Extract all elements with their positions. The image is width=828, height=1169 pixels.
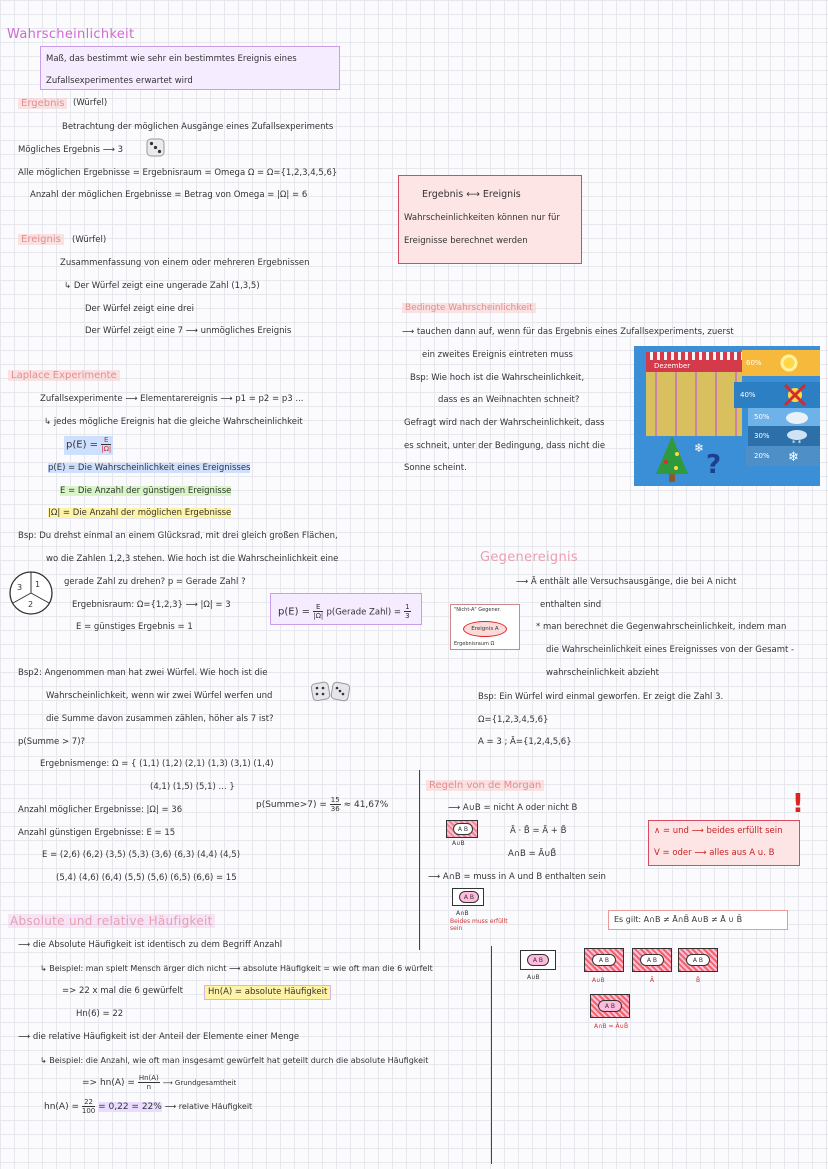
- venn-union-1-label: A∪B: [452, 840, 465, 847]
- laplace-fraction-num: E: [101, 436, 111, 445]
- haeufigkeit-def: Hn(A) = absolute Häufigkeit: [204, 985, 331, 1000]
- bsp2-line-7: Anzahl möglicher Ergebnisse: |Ω| = 36: [18, 805, 183, 815]
- laplace-line-5: [48, 508, 231, 519]
- haeufigkeit-heading: Absolute und relative Häufigkeit: [10, 914, 213, 928]
- venn-label-2: A B: [459, 891, 479, 903]
- diagram-a-bar-label: Ā: [650, 977, 655, 984]
- venn-intersection: [452, 888, 484, 906]
- morgan-note-1: ∧ = und ⟶ beides erfüllt sein: [654, 826, 783, 836]
- formula-1-note: ⟶ Grundgesamtheit: [162, 1079, 237, 1087]
- divider-morgan: [419, 770, 420, 950]
- haeufigkeit-formula-1: [82, 1074, 236, 1091]
- formula-2-frac: [82, 1098, 95, 1115]
- diagram-b-bar-label: B̄: [696, 977, 701, 984]
- bsp2-line-5: Ergebnismenge: Ω = { (1,1) (1,2) (2,1) (1,3) (3,1) (1,4): [40, 759, 274, 769]
- diagram-aub-bar-venn: A B: [592, 954, 616, 966]
- snowflake-icon: [784, 447, 808, 465]
- ergebnis-line-3: Alle möglichen Ergebnisse = Ergebnisraum = Omega Ω = Ω={1,2,3,4,5,6}: [18, 168, 338, 178]
- haeufigkeit-line-1: ⟶ die Absolute Häufigkeit ist identisch zu dem Begriff Anzahl: [18, 940, 283, 950]
- bsp1-result-mid: p(Gerade Zahl) =: [326, 607, 401, 618]
- diagram-aub: [520, 950, 556, 970]
- wheel-of-fortune: [8, 570, 54, 616]
- bedingte-heading: Bedingte Wahrscheinlichkeit: [402, 303, 536, 313]
- diagram-aub-bar-label: A∪B: [592, 977, 605, 984]
- crossed-sun-icon: [782, 382, 808, 408]
- formula-1-frac: [138, 1074, 160, 1091]
- bedingte-line-5: Gefragt wird nach der Wahrscheinlichkeit, dass: [404, 418, 605, 428]
- formula-2-result: = 0,22 = 22%: [98, 1102, 162, 1112]
- morgan-note-2: V = oder ⟶ alles aus A u. B: [654, 848, 775, 858]
- bsp1-result-rnum: 1: [405, 603, 410, 611]
- gegen-line-4: die Wahrscheinlichkeit eines Ereignisses von der Gesamt -: [546, 645, 795, 655]
- bsp1-result-rden: 3: [405, 612, 410, 620]
- morgan-line-3: A∩B = Ā∪B̄: [508, 849, 557, 859]
- snowflake-small-icon: [692, 438, 712, 458]
- gegen-line-8: A = 3 ; Ā={1,2,4,5,6}: [478, 737, 572, 747]
- svg-text:❄: ❄: [788, 450, 799, 465]
- bsp2-line-6: (4,1) (1,5) (5,1) ... }: [150, 782, 235, 792]
- bedingte-line-7: Sonne scheint.: [404, 463, 467, 473]
- formula-1-lhs: => hn(A) =: [82, 1078, 135, 1088]
- morgan-line-2: Ā · B̄ = Ā + B̄: [510, 826, 567, 836]
- gegen-heading: Gegenereignis: [480, 550, 579, 565]
- diagram-anb-bar-venn: A B: [598, 1000, 622, 1012]
- bsp1-result-den: |Ω|: [313, 612, 324, 620]
- gegen-line-7: Ω={1,2,3,4,5,6}: [478, 715, 549, 725]
- diagram-anb-bar: [590, 994, 630, 1018]
- ergebnis-heading: Ergebnis: [18, 98, 67, 109]
- laplace-formula-lhs: p(E) =: [66, 439, 99, 451]
- laplace-heading: Laplace Experimente: [8, 370, 120, 381]
- bsp2-line-2: Wahrscheinlichkeit, wenn wir zwei Würfel werfen und: [46, 691, 273, 701]
- laplace-fraction-den: |Ω|: [101, 445, 112, 453]
- diagram-a-bar: [632, 948, 672, 972]
- definition-line-1: Maß, das bestimmt wie sehr ein bestimmtes Ereignis eines: [46, 54, 297, 64]
- christmas-tree-icon: [652, 434, 692, 486]
- formula-1-num: Hn(A): [138, 1074, 159, 1082]
- bsp2-prob: [256, 796, 388, 813]
- venn-label: A B: [453, 823, 473, 835]
- morgan-line-4: ⟶ A∩B = muss in A und B enthalten sein: [428, 872, 606, 882]
- gegen-line-5: wahrscheinlichkeit abzieht: [546, 668, 659, 678]
- diagram-a-bar-venn: A B: [640, 954, 664, 966]
- bsp1-line-4: Ergebnisraum: Ω={1,2,3} ⟶ |Ω| = 3: [72, 600, 231, 610]
- ergebnis-sub: (Würfel): [73, 98, 108, 108]
- bsp1-result-frac: [313, 603, 323, 620]
- svg-text:* *: * *: [792, 439, 802, 447]
- bsp2-prob-num: 15: [330, 796, 340, 804]
- bedingte-line-4: dass es an Weihnachten schneit?: [438, 395, 580, 405]
- laplace-line-1: Zufallsexperimente ⟶ Elementarereignis ⟶ p1 = p2 = p3 ...: [40, 394, 304, 404]
- bsp2-line-3: die Summe davon zusammen zählen, höher als 7 ist?: [46, 714, 274, 724]
- question-mark: ?: [706, 450, 722, 480]
- bsp2-line-9: E = (2,6) (6,2) (3,5) (5,3) (3,6) (6,3) (4,4) (4,5): [42, 850, 241, 860]
- morgan-heading: Regeln von de Morgan: [426, 780, 544, 791]
- morgan-line-1: ⟶ A∪B = nicht A oder nicht B: [448, 803, 578, 813]
- bsp2-prob-den: 36: [330, 805, 340, 813]
- bsp1-result-num: E: [313, 603, 323, 612]
- exclamation-mark: !: [792, 789, 804, 819]
- wheel-label-2: 2: [28, 600, 34, 609]
- haeufigkeit-line-6: ↳ Beispiel: die Anzahl, wie oft man insgesamt gewürfelt hat geteilt durch die absolute Häufigkeit: [40, 1056, 429, 1065]
- bedingte-line-1: ⟶ tauchen dann auf, wenn für das Ergebnis eines Zufallsexperiments, zuerst: [402, 327, 734, 337]
- laplace-def-2: E = Die Anzahl der günstigen Ereignisse: [60, 486, 232, 496]
- bsp2-line-10: (5,4) (4,6) (6,4) (5,5) (5,6) (6,5) (6,6) = 15: [56, 873, 237, 883]
- bsp1-result-lhs: p(E) =: [278, 606, 311, 618]
- bsp2-line-8: Anzahl günstigen Ergebnisse: E = 15: [18, 828, 176, 838]
- formula-2-num: 22: [82, 1098, 95, 1107]
- bedingte-line-2: ein zweites Ereignis eintreten muss: [422, 350, 573, 360]
- weather-row-3: 50%: [748, 408, 820, 426]
- venn-intersection-note: Beides muss erfüllt sein: [450, 918, 508, 932]
- laplace-line-2: ↳ jedes mögliche Ereignis hat die gleiche Wahrscheinlichkeit: [44, 417, 303, 427]
- bsp1-line-2: wo die Zahlen 1,2,3 stehen. Wie hoch ist die Wahrscheinlichkeit eine: [46, 554, 339, 564]
- two-dice-icon: [310, 680, 352, 704]
- ereignis-heading: Ereignis: [18, 234, 64, 245]
- laplace-fraction: [101, 436, 111, 453]
- gegen-diagram-top: "Nicht-A" Gegener.: [454, 607, 501, 613]
- es-gilt: Es gilt: A∩B ≠ Ā∩B̄ A∪B ≠ Ā ∪ B̄: [614, 915, 743, 924]
- weather-row-4: 30%: [748, 426, 820, 446]
- haeufigkeit-line-2: ↳ Beispiel: man spielt Mensch ärger dich nicht ⟶ absolute Häufigkeit = wie oft man die 6 würfelt: [40, 964, 433, 973]
- bsp1-result-rfrac: [404, 603, 410, 620]
- compare-title: Ergebnis ⟷ Ereignis: [422, 189, 521, 200]
- diagram-b-bar-venn: A B: [686, 954, 710, 966]
- diagram-anb-bar-label: A∩B = Ā∪B̄: [594, 1023, 629, 1030]
- formula-2-lhs: hn(A) =: [44, 1102, 79, 1112]
- calendar-month: Dezember: [646, 360, 742, 372]
- ergebnis-line-2: Mögliches Ergebnis ⟶ 3: [18, 145, 123, 155]
- gegen-diagram-center: Ereignis A: [463, 621, 507, 637]
- bsp1-line-5: E = günstiges Ergebnis = 1: [76, 622, 193, 632]
- bedingte-line-3: Bsp: Wie hoch ist die Wahrscheinlichkeit,: [410, 373, 585, 383]
- bsp2-prob-lhs: p(Summe>7) =: [256, 800, 327, 810]
- venn-intersection-label: A∩B: [456, 910, 469, 917]
- ereignis-line-4: Der Würfel zeigt eine 7 ⟶ unmögliches Ereignis: [85, 326, 292, 336]
- ergebnis-line-4: Anzahl der möglichen Ergebnisse = Betrag von Omega = |Ω| = 6: [30, 190, 308, 200]
- compare-line-2: Ereignisse berechnet werden: [404, 236, 528, 246]
- compare-line-1: Wahrscheinlichkeiten können nur für: [404, 213, 560, 223]
- wheel-label-1: 1: [35, 580, 41, 589]
- divider-haeufigkeit: [491, 946, 492, 1164]
- diagram-aub-bar: [584, 948, 624, 972]
- diagram-aub-venn: A B: [527, 954, 549, 966]
- calendar-grid: [646, 372, 742, 436]
- bsp1-result: [278, 603, 411, 620]
- formula-2-note: ⟶ relative Häufigkeit: [164, 1102, 253, 1111]
- wheel-label-3: 3: [17, 583, 23, 592]
- weather-row-5: 20%: [746, 446, 820, 466]
- formula-2-den: 100: [81, 1107, 96, 1115]
- laplace-def-3: |Ω| = Die Anzahl der möglichen Ergebnisse: [48, 508, 232, 518]
- bsp2-line-1: Bsp2: Angenommen man hat zwei Würfel. Wie hoch ist die: [18, 668, 268, 678]
- haeufigkeit-formula-2: [44, 1098, 252, 1115]
- laplace-line-4: [60, 486, 231, 497]
- ereignis-sub: (Würfel): [72, 235, 107, 245]
- cloud-icon: [784, 408, 810, 426]
- bsp1-line-1: Bsp: Du drehst einmal an einem Glücksrad, mit drei gleich großen Flächen,: [18, 531, 338, 541]
- weather-row-1: 60%: [742, 350, 820, 376]
- sun-icon: [776, 350, 802, 376]
- venn-union-1: [446, 820, 478, 838]
- gegen-line-2: enthalten sind: [540, 600, 602, 610]
- gegen-line-3: * man berechnet die Gegenwahrscheinlichkeit, indem man: [536, 622, 787, 632]
- ereignis-line-1: Zusammenfassung von einem oder mehreren Ergebnissen: [60, 258, 310, 268]
- bsp2-prob-frac: [330, 796, 341, 813]
- laplace-line-3: [48, 463, 250, 474]
- gegen-line-1: ⟶ Ā enthält alle Versuchsausgänge, die bei A nicht: [516, 577, 737, 587]
- ereignis-line-2: ↳ Der Würfel zeigt eine ungerade Zahl (1,3,5): [64, 281, 260, 291]
- haeufigkeit-line-4: Hn(6) = 22: [76, 1009, 124, 1019]
- gegen-diagram-bottom: Ergebnisraum Ω: [454, 641, 495, 647]
- bsp2-prob-rhs: ≈ 41,67%: [343, 800, 389, 810]
- haeufigkeit-line-5: ⟶ die relative Häufigkeit ist der Anteil der Elemente einer Menge: [18, 1032, 300, 1042]
- bsp2-line-4: p(Summe > 7)?: [18, 737, 86, 747]
- gegen-diagram: [450, 604, 520, 650]
- svg-text:❄: ❄: [694, 441, 705, 455]
- snow-cloud-icon: [784, 428, 810, 446]
- formula-1-den: n: [146, 1083, 151, 1091]
- diagram-aub-label: A∪B: [527, 974, 540, 981]
- weather-row-2: 40%: [734, 382, 820, 408]
- bsp1-line-3: gerade Zahl zu drehen? p = Gerade Zahl ?: [64, 577, 246, 587]
- ereignis-line-3: Der Würfel zeigt eine drei: [85, 304, 194, 314]
- gegen-line-6: Bsp: Ein Würfel wird einmal geworfen. Er zeigt die Zahl 3.: [478, 692, 724, 702]
- die-icon: [146, 138, 166, 158]
- definition-line-2: Zufallsexperimentes erwartet wird: [46, 76, 193, 86]
- bedingte-line-6: es schneit, unter der Bedingung, dass nicht die: [404, 441, 606, 451]
- weather-illustration: [634, 346, 820, 486]
- ergebnis-line-1: Betrachtung der möglichen Ausgänge eines Zufallsexperiments: [62, 122, 334, 132]
- laplace-def-1: p(E) = Die Wahrscheinlichkeit eines Ereignisses: [48, 463, 251, 473]
- laplace-formula: [64, 436, 113, 455]
- haeufigkeit-line-3: => 22 x mal die 6 gewürfelt: [62, 986, 183, 996]
- diagram-b-bar: [678, 948, 718, 972]
- page-title: Wahrscheinlichkeit: [7, 27, 135, 42]
